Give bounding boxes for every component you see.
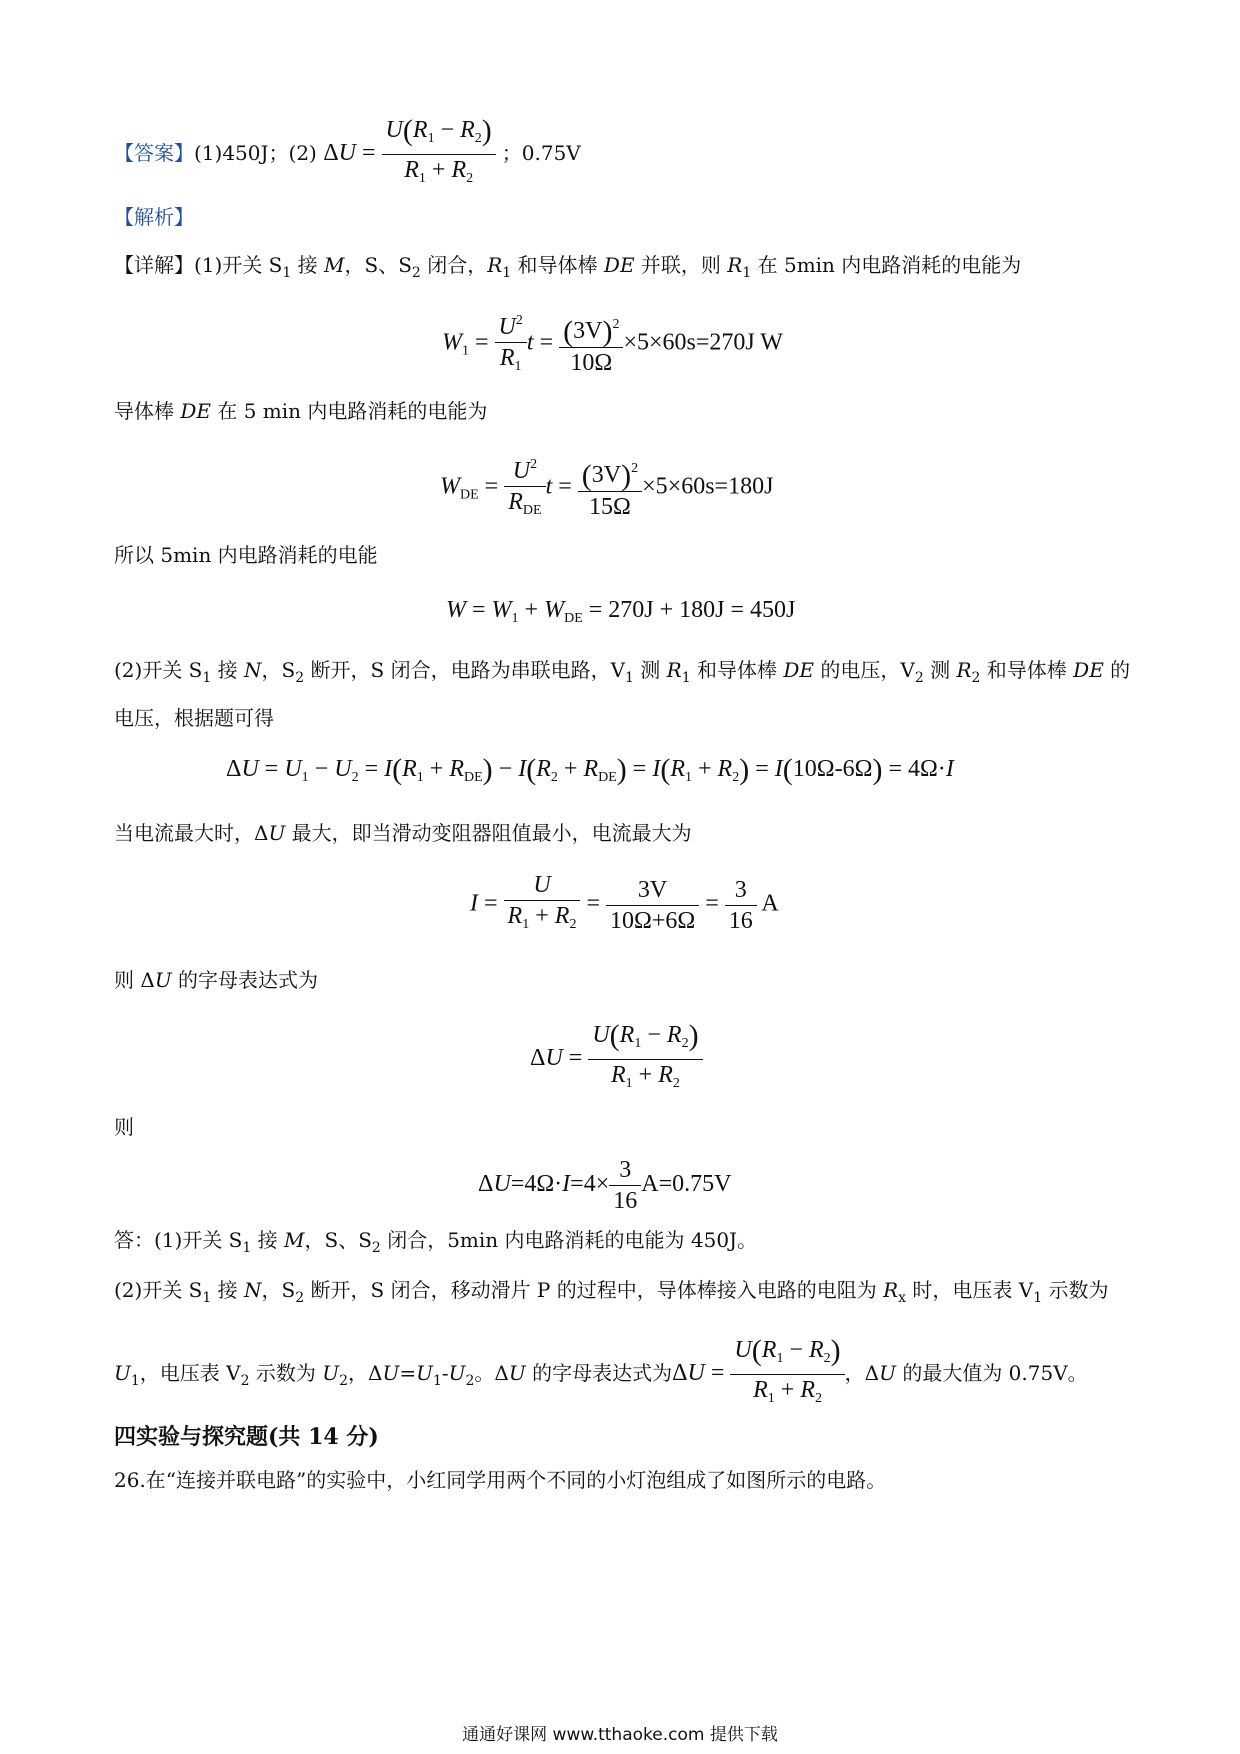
answer-line (114, 115, 581, 194)
detail-line-3: 所以 5min 内电路消耗的电能 (114, 543, 378, 567)
section-title: 四实验与探究题(共 14 分) (114, 1424, 379, 1450)
equation-delta-u: $\Delta U = U_1 - U_2 = I(R_1 + R_{DE}) - I(R_2 + R_{DE}) = I(R_1 + R_2) = I(10\Omega-6\Omega) = 4\Omega\cdot I$ (226, 753, 954, 786)
detail-line-7: 则 (114, 1115, 134, 1139)
equation-expression: ΔU = $\frac{U(R_1 - R_2)}{R_1 + R_2}$ (530, 1020, 703, 1099)
conclusion-line-1: 答：(1)开关 $S_1$ 接 M，S、$S_2$ 闭合，5min 内电路消耗的电能为 450J。 (114, 1228, 758, 1256)
detail-label: 【详解】 (114, 253, 194, 277)
answer-formula: ΔU = $\frac{U(R_1 - R_2)}{R_1 + R_2}$ (323, 140, 502, 166)
answer-label: 【答案】 (114, 141, 194, 166)
equation-w-total: $W = W_1 + W_{DE} = 270J + 180J = 450J$ (446, 597, 796, 626)
detail-line-2: 导体棒 DE 在 5 min 内电路消耗的电能为 (114, 399, 488, 423)
equation-wde: $W_{DE}$ = $\frac{U^2}{R_{DE}}$ t = $\frac{(3V)^2}{15\Omega}$ ×5×60s=180J (440, 450, 773, 526)
conclusion-line-3: $U_1$，电压表 $V_2$ 示数为 $U_2$，$\Delta U=U_1-U_2$。ΔU 的字母表达式为ΔU = $\frac{U(R_1 - R_2)}{R_1 + R_2}$ ，ΔU 的最大值为 0.75V。 (114, 1334, 1088, 1406)
detail-line-4b: 电压，根据题可得 (114, 706, 274, 730)
detail-line-5: 当电流最大时，ΔU 最大，即当滑动变阻器阻值最小，电流最大为 (114, 821, 692, 845)
question-26: 26.在“连接并联电路”的实验中，小红同学用两个不同的小灯泡组成了如图所示的电路。 (114, 1468, 887, 1492)
conclusion-line-2: (2)开关 $S_1$ 接 N，$S_2$ 断开，S 闭合，移动滑片 P 的过程中，导体棒接入电路的电阻为 $R_x$ 时，电压表 $V_1$ 示数为 (114, 1278, 1109, 1306)
detail-line-1: 【详解】(1)开关 $S_1$ 接 M，S、$S_2$ 闭合，$R_1$ 和导体棒 DE 并联，则 $R_1$ 在 5min 内电路消耗的电能为 (114, 253, 1022, 281)
equation-w1: $W_1$ = $\frac{U^2}{R_1}$ t = $\frac{(3V)^2}{10\Omega}$ ×5×60s=270J W (442, 306, 783, 382)
detail-line-6: 则 ΔU 的字母表达式为 (114, 968, 319, 992)
answer-part1: (1)450J；(2) (194, 141, 317, 166)
analysis-label: 【解析】 (114, 205, 194, 229)
answer-tail: ；0.75V (501, 141, 581, 166)
page-footer: 通通好课网 www.tthaoke.com 提供下载 (462, 1725, 778, 1745)
equation-max: ΔU=4Ω·I=4× $\frac{3}{16}$ A=0.75V (478, 1157, 732, 1214)
detail-line-4a: (2)开关 $S_1$ 接 N，$S_2$ 断开，S 闭合，电路为串联电路，$V_1$ 测 $R_1$ 和导体棒 DE 的电压，$V_2$ 测 $R_2$ 和导体棒 DE 的 (114, 658, 1131, 686)
equation-current: I = $\frac{U}{R_1 + R_2}$ = $\frac{3V}{10\Omega+6\Omega}$ = $\frac{3}{16}$ A (470, 872, 779, 934)
